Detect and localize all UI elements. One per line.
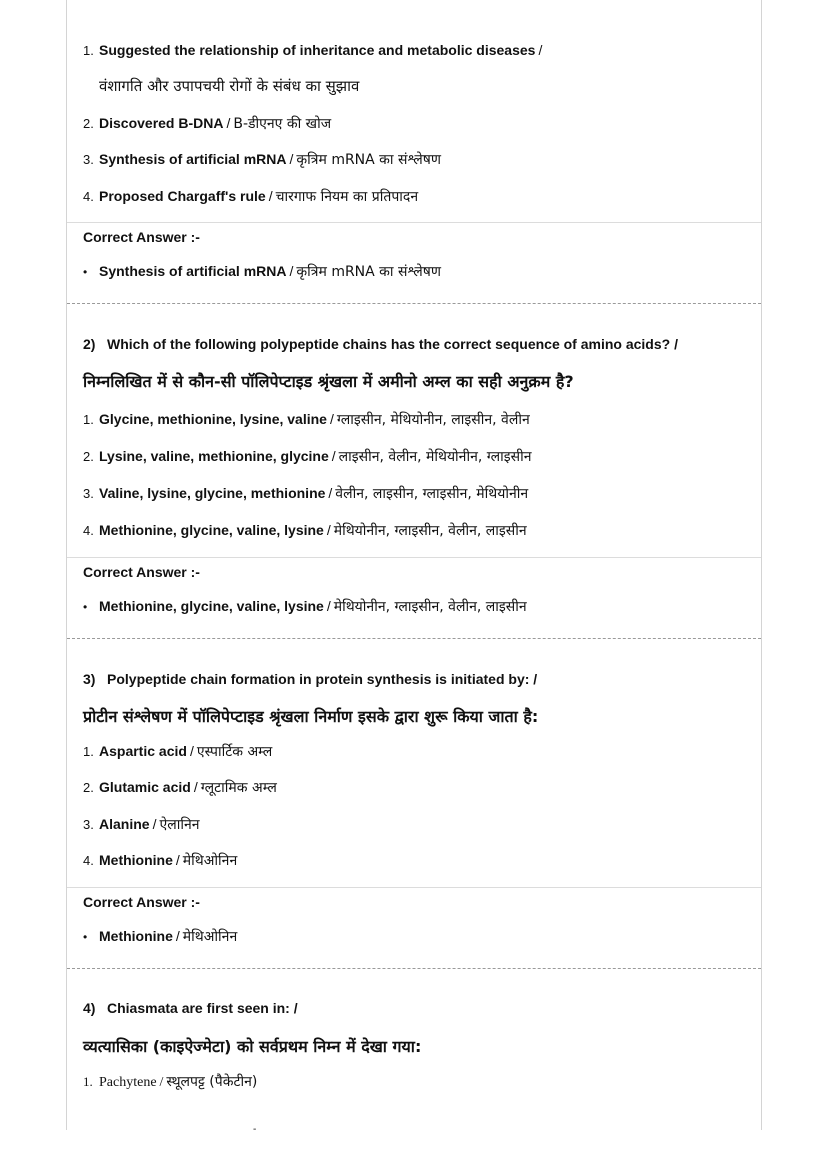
option-number: 3. (83, 152, 94, 167)
answer-hindi: मेथिओनिन (182, 929, 238, 945)
option-english: Glycine, methionine, lysine, valine (99, 411, 327, 427)
trailing-mark: - (253, 1124, 257, 1135)
q3-option-4 (83, 851, 237, 870)
answer-separator: / (289, 263, 294, 279)
option-hindi: B-डीएनए की खोज (233, 116, 332, 132)
answer-english: Synthesis of artificial mRNA (99, 263, 287, 279)
option-number: 2. (83, 780, 94, 795)
bullet-icon: • (83, 600, 88, 614)
question-number: 2) (83, 336, 96, 352)
option-separator: / (326, 522, 331, 538)
q1-option-3 (83, 150, 441, 169)
option-hindi: चारगाफ नियम का प्रतिपादन (275, 189, 419, 205)
q2-option-4 (83, 521, 527, 540)
option-separator: / (175, 852, 180, 868)
answer-english: Methionine, glycine, valine, lysine (99, 598, 324, 614)
option-english: Methionine (99, 852, 173, 868)
q2-correct-answer (83, 597, 527, 616)
option-separator: / (226, 115, 231, 131)
option-hindi: ग्लाइसीन, मेथियोनीन, लाइसीन, वेलीन (336, 412, 530, 428)
option-separator: / (189, 743, 194, 759)
q3-title-hindi: प्रोटीन संश्लेषण में पॉलिपेप्टाइड श्रृंखला निर्माण इसके द्वारा शुरू किया जाता है: (83, 707, 539, 726)
answer-separator: / (326, 598, 331, 614)
option-english: Lysine, valine, methionine, glycine (99, 448, 329, 464)
q2-title-hindi: निम्नलिखित में से कौन-सी पॉलिपेप्टाइड श्रृंखला में अमीनो अम्ल का सही अनुक्रम है? (83, 372, 574, 391)
question-number: 3) (83, 671, 96, 687)
q3-title (83, 671, 537, 687)
option-english: Aspartic acid (99, 743, 187, 759)
option-english: Proposed Chargaff's rule (99, 188, 266, 204)
q3-correct-answer-label: Correct Answer :- (83, 894, 200, 910)
question-english: Chiasmata are first seen in: / (107, 1000, 298, 1016)
option-separator: / (329, 411, 334, 427)
option-separator: / (328, 485, 333, 501)
option-number: 4. (83, 523, 94, 538)
option-separator: / (193, 779, 198, 795)
option-hindi: ऐलानिन (159, 817, 200, 833)
option-number: 1. (83, 43, 94, 58)
q1-option-2 (83, 114, 331, 133)
document-page (66, 0, 762, 1135)
bullet-icon: • (83, 930, 88, 944)
option-number: 3. (83, 817, 94, 832)
q1-option-4 (83, 187, 418, 206)
q3-correct-answer (83, 927, 237, 946)
option-english: Suggested the relationship of inheritance and metabolic diseases (99, 42, 536, 58)
option-english: Glutamic acid (99, 779, 191, 795)
answer-hindi: कृत्रिम mRNA का संश्लेषण (296, 264, 441, 280)
q1-correct-answer (83, 262, 441, 281)
section-divider (67, 887, 761, 888)
q4-title-hindi: व्यत्यासिका (काइऐज्मेटा) को सर्वप्रथम निम्न में देखा गया: (83, 1037, 422, 1056)
option-number: 4. (83, 189, 94, 204)
bullet-icon: • (83, 265, 88, 279)
option-hindi: कृत्रिम mRNA का संश्लेषण (296, 152, 441, 168)
answer-separator: / (175, 928, 180, 944)
option-number: 1. (83, 744, 94, 759)
option-hindi: मेथिओनिन (182, 853, 238, 869)
option-english: Valine, lysine, glycine, methionine (99, 485, 326, 501)
option-separator: / (538, 42, 543, 58)
q2-option-2 (83, 447, 532, 466)
question-divider (67, 638, 761, 639)
option-number: 2. (83, 116, 94, 131)
option-separator: / (159, 1075, 164, 1090)
q4-title (83, 1000, 298, 1016)
question-english: Polypeptide chain formation in protein synthesis is initiated by: / (107, 671, 538, 687)
q2-option-1 (83, 410, 530, 429)
option-english: Discovered B-DNA (99, 115, 224, 131)
option-number: 4. (83, 853, 94, 868)
question-number: 4) (83, 1000, 96, 1016)
option-number: 3. (83, 486, 94, 501)
option-hindi: ग्लूटामिक अम्ल (200, 780, 277, 796)
q3-option-2 (83, 778, 277, 797)
option-number: 1. (83, 1074, 93, 1089)
question-divider (67, 303, 761, 304)
option-hindi: लाइसीन, वेलीन, मेथियोनीन, ग्लाइसीन (338, 449, 532, 465)
q3-option-3 (83, 815, 200, 834)
option-separator: / (152, 816, 157, 832)
q2-title (83, 336, 678, 352)
q1-option-1-hindi: वंशागति और उपापचयी रोगों के संबंध का सुझाव (99, 77, 360, 95)
option-number: 1. (83, 412, 94, 427)
q1-option-1 (83, 42, 545, 58)
answer-hindi: मेथियोनीन, ग्लाइसीन, वेलीन, लाइसीन (333, 599, 527, 615)
question-english: Which of the following polypeptide chains has the correct sequence of amino acids? / (107, 336, 678, 352)
option-separator: / (289, 151, 294, 167)
q4-option-1 (83, 1072, 257, 1091)
q3-option-1 (83, 742, 272, 761)
option-separator: / (331, 448, 336, 464)
section-divider (67, 557, 761, 558)
option-hindi: वेलीन, लाइसीन, ग्लाइसीन, मेथियोनीन (335, 486, 529, 502)
question-divider (67, 968, 761, 969)
option-english: Pachytene (99, 1075, 157, 1090)
option-hindi: एस्पार्टिक अम्ल (196, 744, 273, 760)
option-hindi: मेथियोनीन, ग्लाइसीन, वेलीन, लाइसीन (333, 523, 527, 539)
option-separator: / (268, 188, 273, 204)
option-english: Alanine (99, 816, 150, 832)
q2-correct-answer-label: Correct Answer :- (83, 564, 200, 580)
option-hindi: स्थूलपट्ट (पैकेटीन) (166, 1074, 258, 1090)
q1-correct-answer-label: Correct Answer :- (83, 229, 200, 245)
option-english: Methionine, glycine, valine, lysine (99, 522, 324, 538)
answer-english: Methionine (99, 928, 173, 944)
q2-option-3 (83, 484, 528, 503)
option-number: 2. (83, 449, 94, 464)
section-divider (67, 222, 761, 223)
option-english: Synthesis of artificial mRNA (99, 151, 287, 167)
